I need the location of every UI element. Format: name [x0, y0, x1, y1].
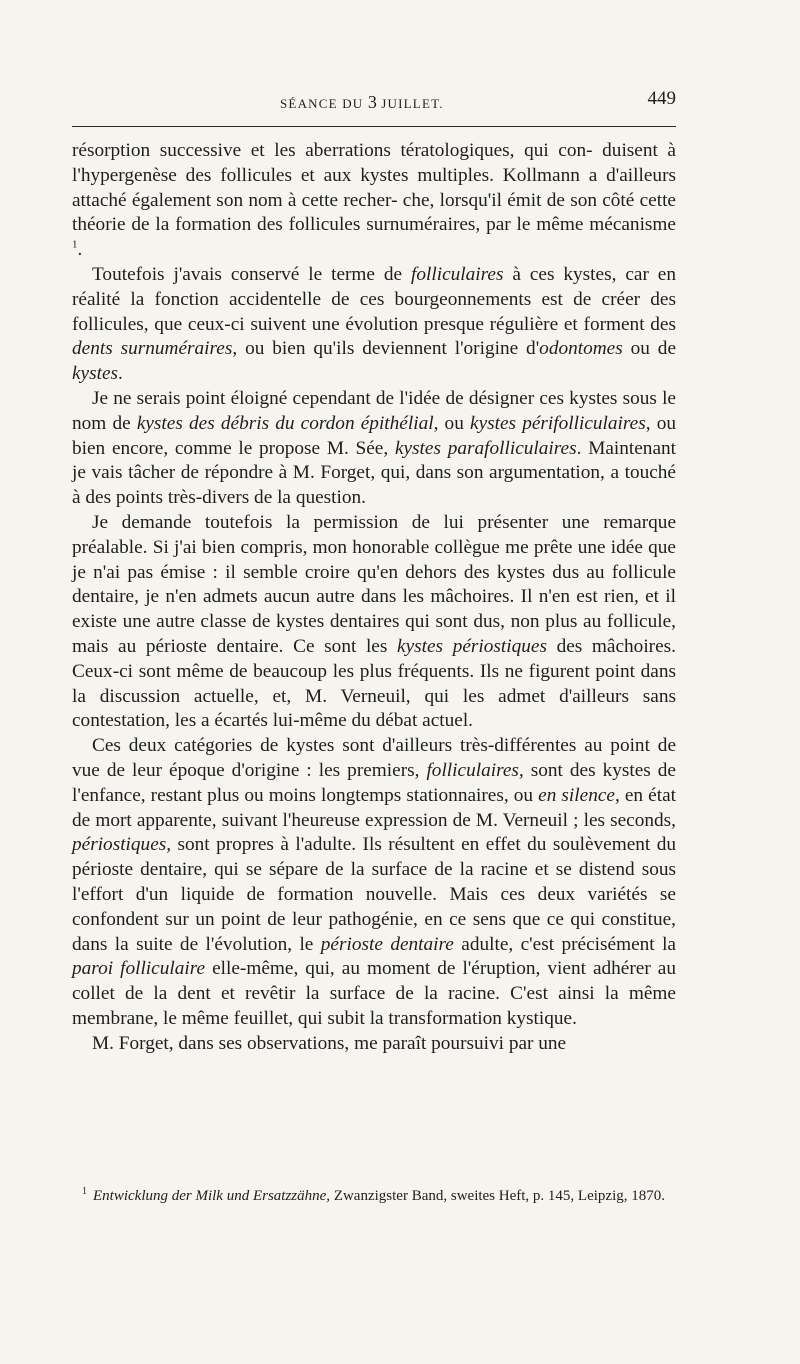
text-run: , en état de mort apparente, suivant l'heureuse expression de M. Verneuil ; les seconds,: [72, 784, 676, 831]
text-run: sont des kystes de l'enfance, restant plus ou moins longtemps stationnaires, ou: [72, 759, 676, 806]
text-run: elle-même, qui, au moment de l'éruption, vient adhérer au collet de la dent et revêtir la surface de la racine. C'est ainsi la même membrane, le même feuillet, qui subit la transformation kystique.: [72, 958, 676, 1029]
footnote-text: Zwanzigster Band, sweites Heft, p. 145, Leipzig, 1870.: [330, 1188, 665, 1204]
body-text: [72, 139, 676, 1056]
p1-tail: .: [77, 239, 83, 261]
running-head-month: JUILLET.: [376, 96, 444, 111]
footnote-title: Entwicklung der Milk und Ersatzzähne,: [93, 1188, 331, 1204]
italic-term: périostiques,: [72, 834, 172, 856]
italic-term: kystes parafolliculaires: [394, 437, 577, 459]
footnote-mark: 1: [82, 1186, 87, 1197]
italic-term: périoste dentaire: [320, 933, 454, 955]
text-run: ou de: [622, 338, 676, 360]
footnote: [72, 1185, 676, 1208]
p1-line: che, lorsqu'il émit de son côté cette théorie de la formation des: [72, 189, 676, 236]
paragraph-4: [72, 511, 676, 734]
page-header: [72, 88, 676, 116]
text-run: à ces kystes, car en réalité la fonction accidentelle de ces bourgeonnements est de créer des follicules, que ceux-ci suivent une évolution presque régulière et forment des: [72, 263, 676, 335]
text-run: , ou bien qu'ils deviennent l'origine d': [232, 338, 540, 360]
p1-line: Kollmann a d'ailleurs attaché également son nom à cette recher-: [72, 164, 676, 211]
header-rule: [72, 126, 676, 127]
italic-term: folliculaires,: [426, 759, 524, 781]
text-run: .: [118, 363, 123, 385]
italic-term: kystes périfolliculaires: [470, 412, 646, 434]
paragraph-3: [72, 387, 676, 511]
italic-term: folliculaires: [411, 263, 504, 285]
italic-term: dents surnuméraires: [72, 338, 233, 360]
p1-line: duisent à l'hypergenèse des follicules et aux kystes multiples.: [72, 140, 676, 186]
italic-term: kystes: [72, 363, 119, 385]
paragraph-6: [72, 1032, 676, 1057]
text-run: adulte, c'est précisément la: [453, 933, 676, 955]
paragraph-1: [72, 139, 676, 263]
p1-line: résorption successive et les aberrations tératologiques, qui con-: [72, 140, 593, 161]
text-run: Toutefois j'avais conservé le terme de: [92, 263, 411, 285]
paragraph-2: [72, 263, 676, 387]
page-number: 449: [647, 88, 676, 109]
text-run: , ou bien encore, comme le propose M. Sée,: [72, 412, 677, 459]
italic-term: kystes des débris du cordon épithélial: [136, 412, 434, 434]
running-head: [280, 92, 444, 113]
running-head-day: 3: [367, 92, 377, 112]
text-run: sont propres à l'adulte. Ils résultent en effet du soulèvement du périoste dentaire, qui se sépare de la surface de la racine et se distend sous l'effort d'un liquide de formation nouvelle. Mais ces deux variétés se confondent sur un point de leur pathogénie, en ce sens que ce qui constitue, dans la suite de l'évolution, le: [72, 834, 676, 955]
footnote-reference[interactable]: 1: [72, 238, 78, 251]
italic-term: en silence: [538, 784, 615, 806]
text-run: Je ne serais point éloigné cependant de l'idée de désigner ces kystes sous le nom de: [72, 387, 676, 434]
text-run: . Maintenant je vais tâcher de répondre à M. Forget, qui, dans son argumentation, a touché à des points très-divers de la question.: [72, 437, 676, 509]
text-run: Ces deux catégories de kystes sont d'ailleurs très-différentes au point de vue de leur époque d'origine : les premiers,: [72, 735, 676, 781]
italic-term: odontomes: [539, 338, 623, 360]
italic-term: paroi folliculaire: [72, 958, 206, 980]
paragraph-5: [72, 734, 676, 1032]
text-run: M. Forget, dans ses observations, me paraît poursuivi par une: [92, 1032, 567, 1054]
text-run: , ou: [433, 412, 471, 434]
p1-line: follicules surnuméraires, par le même mécanisme: [288, 214, 676, 236]
italic-term: kystes périostiques: [397, 635, 547, 657]
text-run: des mâchoires. Ceux-ci sont même de beaucoup les plus fréquents. Ils ne figurent point dans la discussion actuelle, et, M. Verneuil, qui les admet d'ailleurs sans contestation, les a écartés lui-même du débat actuel.: [72, 635, 676, 732]
running-head-text: SÉANCE DU: [280, 96, 368, 111]
text-run: Je demande toutefois la permission de lui présenter une remarque préalable. Si j'ai bien compris, mon honorable collègue me prête une idée que je n'ai pas émise : il semble croire qu'en dehors des kystes dus au follicule dentaire, je n'en admets aucun autre dans les mâchoires. Il n'en est rien, et il existe une autre classe de kystes dentaires qui sont dus, non plus au follicule, mais au périoste dentaire. Ce sont les: [72, 511, 676, 657]
